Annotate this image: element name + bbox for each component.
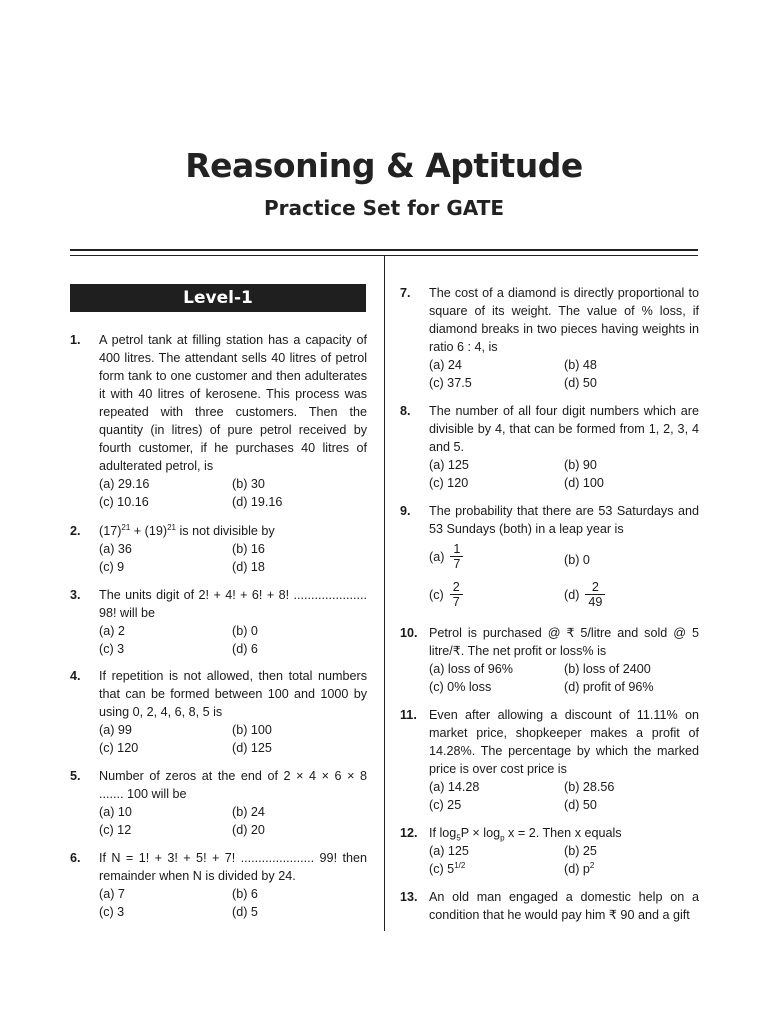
option-c: (c) $\frac{2}{7}$ — [429, 580, 463, 609]
option-a: (a) 2 — [99, 624, 125, 638]
option-d: (d) 6 — [232, 642, 258, 656]
option-d: (d) 18 — [232, 560, 265, 574]
option-a: (a) 125 — [429, 458, 469, 472]
fraction: $\frac{2}{49}$ — [585, 580, 605, 609]
column-divider — [384, 256, 385, 931]
option-c: (c) 12 — [99, 823, 132, 837]
option-b: (b) loss of 2400 — [564, 662, 651, 676]
question-text: $(17)^{21} + (19)^{21}$ is not divisible by — [99, 522, 275, 538]
question-text: Number of zeros at the end of 2 × 4 × 6 × 8 ....... 100 will be — [99, 769, 367, 801]
option-d: (d) 125 — [232, 741, 272, 755]
question-number: 3. — [70, 588, 81, 602]
page-title: Reasoning & Aptitude — [185, 146, 583, 185]
level-heading: Level-1 — [70, 284, 366, 312]
question-text: A petrol tank at filling station has a capacity of 400 litres. The attendant sells 40 litres of petrol form tank to one customer and then adulterates it with 40 litres of kerosene. This process was repeated with three customers. Then the quantity (in litres) of pure petrol received by fourth customer, if he purchases 40 litres of adulterated petrol, is — [99, 333, 367, 473]
question-number: 10. — [400, 626, 418, 640]
option-b: (b) 0 — [564, 553, 590, 567]
page-subtitle: Practice Set for GATE — [263, 196, 505, 220]
fraction: $\frac{2}{7}$ — [450, 580, 463, 609]
question-number: 4. — [70, 669, 81, 683]
question-number: 12. — [400, 826, 418, 840]
question-text: The probability that there are 53 Saturdays and 53 Sundays (both) in a leap year is — [429, 504, 699, 536]
option-b: (b) 16 — [232, 542, 265, 556]
question-number: 13. — [400, 890, 418, 904]
header-rule-thick — [70, 249, 698, 251]
option-a: (a) 7 — [99, 887, 125, 901]
option-a: (a) 29.16 — [99, 477, 150, 491]
option-b: (b) 0 — [232, 624, 258, 638]
option-b: (b) 24 — [232, 805, 265, 819]
option-c: (c) 3 — [99, 642, 125, 656]
option-a: (a) 24 — [429, 358, 462, 372]
question-number: 6. — [70, 851, 81, 865]
option-a: (a) 125 — [429, 844, 469, 858]
option-c: (c) $5^{1/2}$ — [429, 860, 466, 876]
question-number: 9. — [400, 504, 411, 518]
question-number: 8. — [400, 404, 411, 418]
option-a: (a) loss of 96% — [429, 662, 513, 676]
option-b: (b) 30 — [232, 477, 265, 491]
option-c: (c) 37.5 — [429, 376, 472, 390]
option-d: (d) profit of 96% — [564, 680, 654, 694]
question-number: 11. — [400, 708, 417, 722]
option-d: (d) 20 — [232, 823, 265, 837]
option-a: (a) 14.28 — [429, 780, 480, 794]
option-d: (d) $\frac{2}{49}$ — [564, 580, 605, 609]
option-b: (b) 28.56 — [564, 780, 615, 794]
question-number: 7. — [400, 286, 411, 300]
option-b: (b) 25 — [564, 844, 597, 858]
option-a: (a) 99 — [99, 723, 132, 737]
question-text: Petrol is purchased @ ₹ 5/litre and sold @ 5 litre/₹. The net profit or loss% is — [429, 626, 699, 658]
question-text: Even after allowing a discount of 11.11% on market price, shopkeeper makes a profit of 14.28%. The percentage by which the marked price is over cost price is — [429, 708, 699, 776]
option-c: (c) 120 — [429, 476, 469, 490]
question-text: The number of all four digit numbers which are divisible by 4, that can be formed from 1, 2, 3, 4 and 5. — [429, 404, 699, 454]
question-number: 1. — [70, 333, 81, 347]
option-c: (c) 120 — [99, 741, 139, 755]
option-a: (a) $\frac{1}{7}$ — [429, 542, 463, 571]
question-text: If $\log_5P \times \log_p x = 2$. Then x equals — [429, 826, 622, 843]
option-c: (c) 0% loss — [429, 680, 492, 694]
option-a: (a) 10 — [99, 805, 132, 819]
option-c: (c) 25 — [429, 798, 462, 812]
option-b: (b) 6 — [232, 887, 258, 901]
question-text: The units digit of 2! + 4! + 6! + 8! ..................... 98! will be — [99, 588, 367, 620]
option-d: (d) 100 — [564, 476, 604, 490]
option-b: (b) 48 — [564, 358, 597, 372]
question-number: 2. — [70, 524, 81, 538]
fraction: $\frac{1}{7}$ — [450, 542, 463, 571]
option-a: (a) 36 — [99, 542, 132, 556]
question-text: An old man engaged a domestic help on a condition that he would pay him ₹ 90 and a gift — [429, 890, 699, 922]
question-text: If repetition is not allowed, then total numbers that can be formed between 100 and 1000 by using 0, 2, 4, 6, 8, 5 is — [99, 669, 367, 719]
option-b: (b) 90 — [564, 458, 597, 472]
option-d: (d) 19.16 — [232, 495, 283, 509]
question-number: 5. — [70, 769, 81, 783]
option-c: (c) 10.16 — [99, 495, 149, 509]
question-text: The cost of a diamond is directly proportional to square of its weight. The value of % loss, if diamond breaks in two pieces having weights in ratio 6 : 4, is — [429, 286, 699, 354]
option-d: (d) 50 — [564, 798, 597, 812]
option-c: (c) 3 — [99, 905, 125, 919]
option-b: (b) 100 — [232, 723, 272, 737]
option-c: (c) 9 — [99, 560, 125, 574]
option-d: (d) 50 — [564, 376, 597, 390]
option-d: (d) 5 — [232, 905, 258, 919]
option-d: (d) $p^2$ — [564, 860, 595, 876]
question-text: If N = 1! + 3! + 5! + 7! ..................... 99! then remainder when N is divided by 24. — [99, 851, 367, 883]
